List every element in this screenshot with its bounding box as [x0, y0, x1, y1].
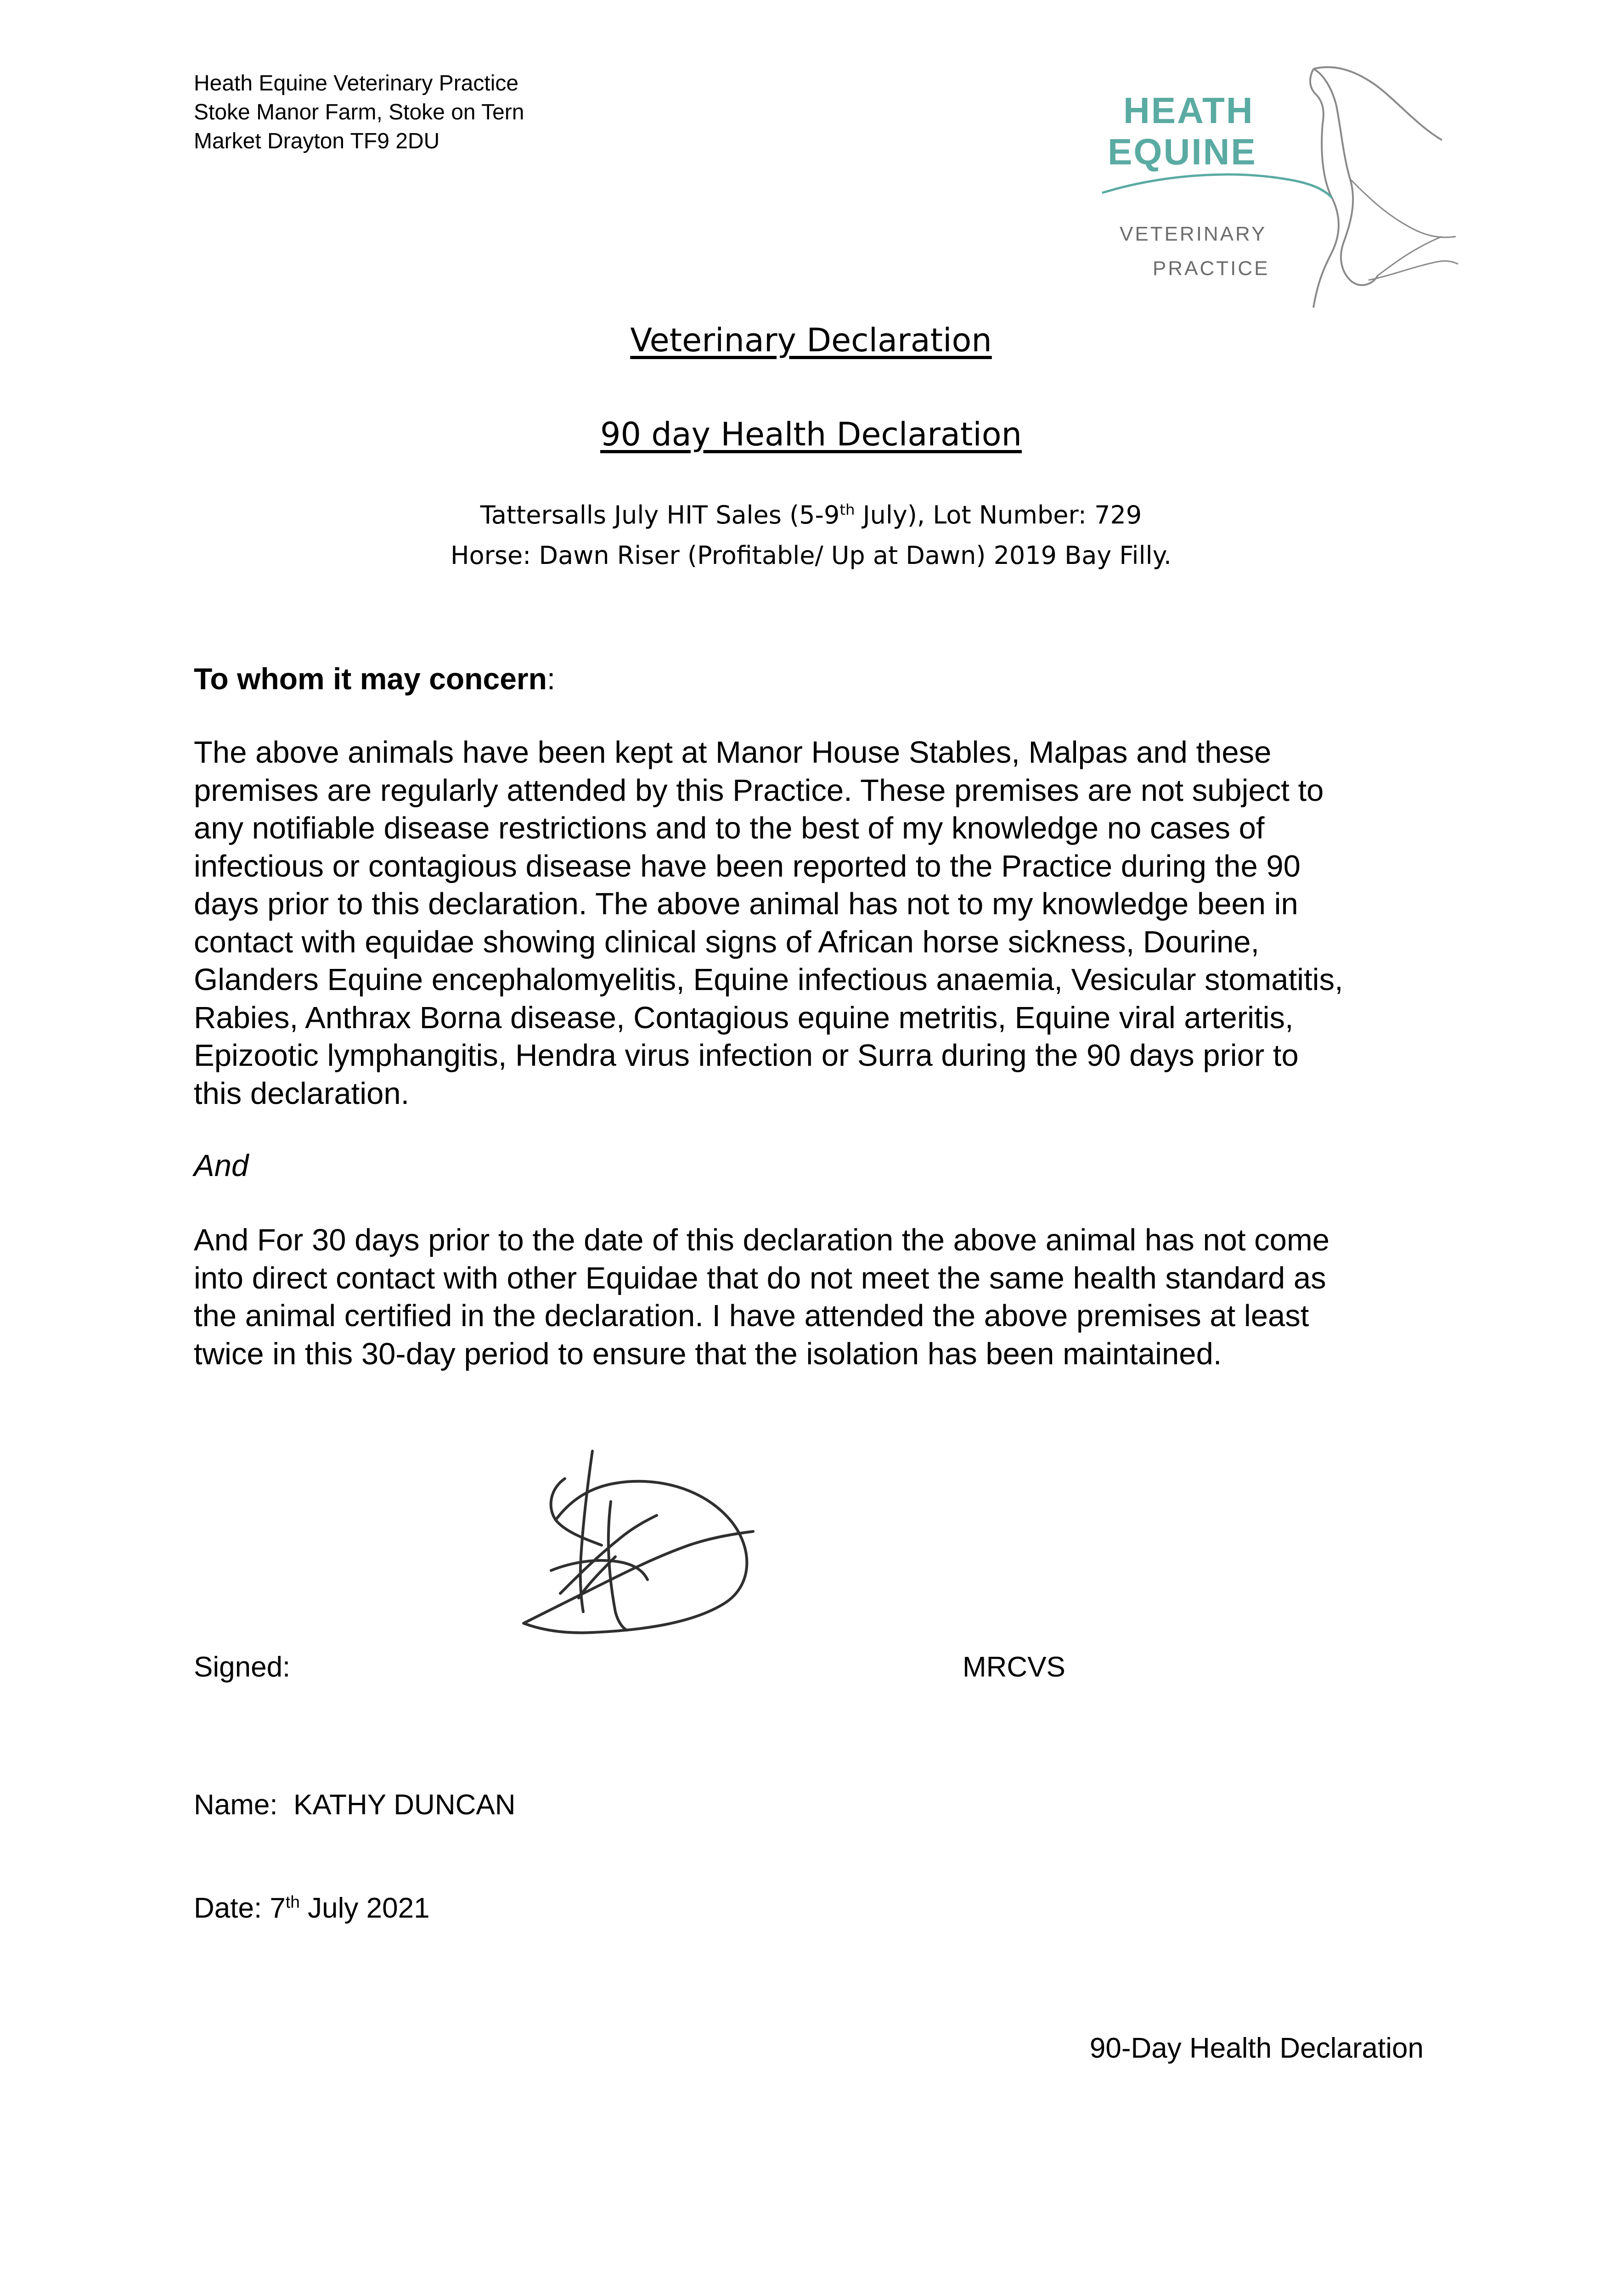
- paragraph-line: Rabies, Anthrax Borna disease, Contagious equine metritis, Equine viral arteritis,: [194, 1000, 1294, 1035]
- document-subtitle: 90 day Health Declaration: [600, 416, 1022, 453]
- declaration-paragraph: [194, 734, 1438, 1113]
- paragraph-line: And For 30 days prior to the date of this declaration the above animal has not come: [194, 1223, 1330, 1257]
- salutation-text: To whom it may concern: [194, 662, 547, 696]
- handwritten-signature: [496, 1446, 772, 1662]
- logo-text-practice: PRACTICE: [1153, 257, 1270, 280]
- paragraph-line: twice in this 30-day period to ensure that the isolation has been maintained.: [194, 1336, 1222, 1371]
- logo-text-equine: EQUINE: [1108, 131, 1257, 172]
- sale-prefix: Tattersalls July HIT Sales (5-9: [480, 501, 840, 529]
- paragraph-line: the animal certified in the declaration. I have attended the above premises at least: [194, 1299, 1309, 1333]
- paragraph-line: The above animals have been kept at Manor House Stables, Malpas and these: [194, 735, 1272, 770]
- date-ordinal: th: [285, 1892, 300, 1912]
- paragraph-line: into direct contact with other Equidae that do not meet the same health standard as: [194, 1261, 1326, 1295]
- signatory-name: Name: KATHY DUNCAN: [194, 1789, 516, 1821]
- paragraph-line: this declaration.: [194, 1076, 410, 1111]
- paragraph-line: days prior to this declaration. The above animal has not to my knowledge been in: [194, 887, 1298, 921]
- practice-address: [194, 69, 524, 156]
- document-title: Veterinary Declaration: [630, 321, 992, 359]
- date-prefix: Date: 7: [194, 1892, 286, 1924]
- footer-title: 90-Day Health Declaration: [1089, 2032, 1424, 2064]
- logo-text-heath: HEATH: [1123, 90, 1254, 131]
- paragraph-line: contact with equidae showing clinical signs of African horse sickness, Dourine,: [194, 924, 1260, 959]
- and-separator: And: [194, 1148, 249, 1183]
- address-line: Heath Equine Veterinary Practice: [194, 71, 519, 96]
- address-line: Market Drayton TF9 2DU: [194, 129, 440, 153]
- logo-text-veterinary: VETERINARY: [1120, 223, 1267, 245]
- paragraph-line: any notifiable disease restrictions and to the best of my knowledge no cases of: [194, 811, 1265, 845]
- paragraph-line: premises are regularly attended by this Practice. These premises are not subject to: [194, 773, 1324, 808]
- address-line: Stoke Manor Farm, Stoke on Tern: [194, 100, 524, 124]
- practice-logo: [1093, 60, 1460, 326]
- paragraph-line: Epizootic lymphangitis, Hendra virus infection or Surra during the 90 days prior to: [194, 1038, 1299, 1073]
- salutation: [194, 661, 555, 696]
- sale-ordinal: th: [839, 501, 855, 518]
- paragraph-line: Glanders Equine encephalomyelitis, Equine infectious anaemia, Vesicular stomatitis,: [194, 962, 1343, 997]
- salutation-colon: :: [546, 662, 556, 696]
- qualification-label: MRCVS: [963, 1651, 1065, 1683]
- sale-suffix: July), Lot Number: 729: [855, 501, 1142, 529]
- paragraph-line: infectious or contagious disease have been reported to the Practice during the 90: [194, 849, 1301, 884]
- isolation-paragraph: [194, 1221, 1438, 1373]
- signed-label: Signed:: [194, 1651, 291, 1683]
- date-suffix: July 2021: [299, 1892, 430, 1924]
- horse-details: Horse: Dawn Riser (Profitable/ Up at Dawn) 2019 Bay Filly.: [450, 541, 1171, 570]
- sale-details: [0, 501, 1622, 529]
- declaration-date: [194, 1892, 430, 1925]
